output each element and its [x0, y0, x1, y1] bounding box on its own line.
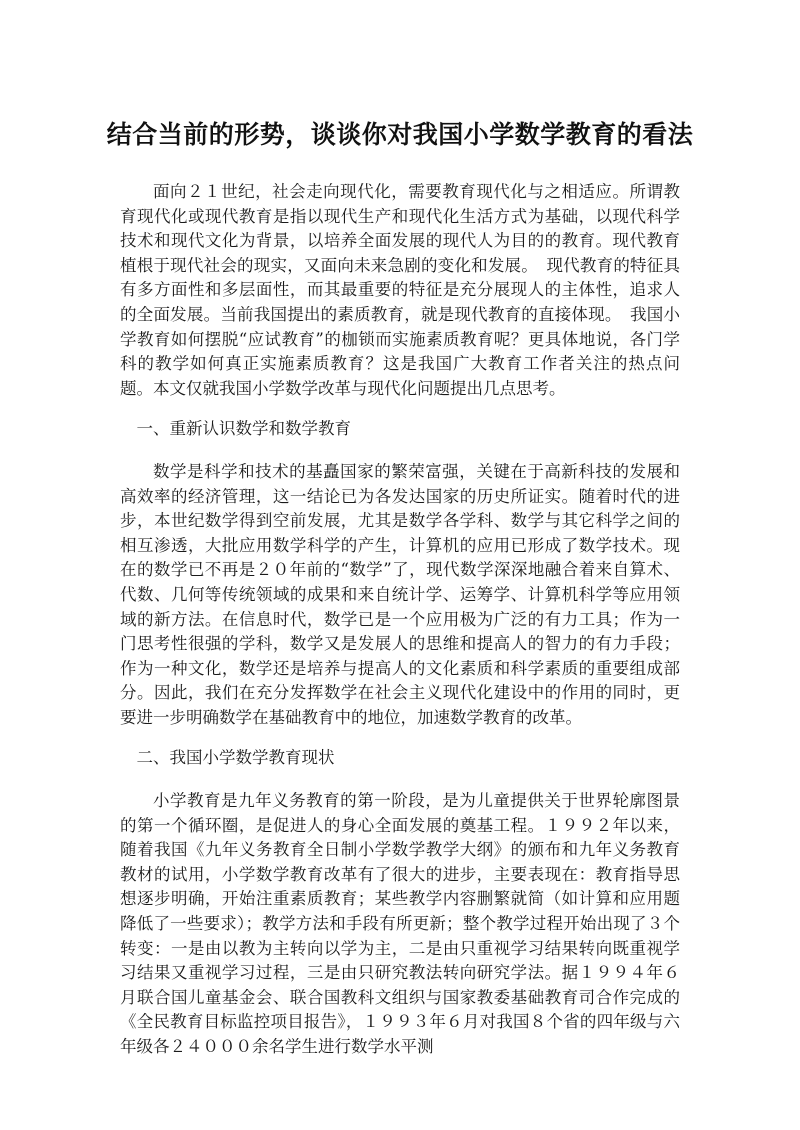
section-1-paragraph: 数学是科学和技术的基矗国家的繁荣富强，关键在于高新科技的发展和高效率的经济管理，这一结论已为各发达国家的历史所证实。随着时代的进步，本世纪数学得到空前发展，尤其是数学各学科、数学与其它科学之间的相互渗透，大批应用数学科学的产生，计算机的应用已形成了数学技术。现在的数学已不再是２０年前的“数学”了，现代数学深深地融合着来自算术、代数、几何等传统领域的成果和来自统计学、运筹学、计算机科学等应用领域的新方法。在信息时代，数学已是一个应用极为广泛的有力工具；作为一门思考性很强的学科，数学又是发展人的思维和提高人的智力的有力手段；作为一种文化，数学还是培养与提高人的文化素质和科学素质的重要组成部分。因此，我们在充分发挥数学在社会主义现代化建设中的作用的同时，更要进一步明确数学在基础教育中的地位，加速数学教育的改革。: [120, 461, 680, 727]
section-2-paragraph: 小学教育是九年义务教育的第一阶段，是为儿童提供关于世界轮廓图景的第一个循环圈，是促进人的身心全面发展的奠基工程。１９９２年以来，随着我国《九年义务教育全日制小学数学教学大纲》的颁布和九年义务教育教材的试用，小学数学教育改革有了很大的进步，主要表现在：教育指导思想逐步明确，开始注重素质教育；某些教学内容删繁就简（如计算和应用题降低了一些要求）；教学方法和手段有所更新；整个教学过程开始出现了３个转变：一是由以教为主转向以学为主，二是由只重视学习结果转向既重视学习结果又重视学习过程，三是由只研究教法转向研究学法。据１９９４年６月联合国儿童基金会、联合国教科文组织与国家教委基础教育司合作完成的《全民教育目标监控项目报告》，１９９３年６月对我国８个省的四年级与六年级各２４０００余名学生进行数学水平测: [120, 791, 680, 1056]
intro-paragraph: 面向２１世纪，社会走向现代化，需要教育现代化与之相适应。所谓教育现代化或现代教育是指以现代生产和现代化生活方式为基础，以现代科学技术和现代文化为背景，以培养全面发展的现代人为目的的教育。现代教育植根于现代社会的现实，又面向未来急剧的变化和发展。 现代教育的特征具有多方面性和多层面性，而其最重要的特征是充分展现人的主体性，追求人的全面发展。当前我国提出的素质教育，就是现代教育的直接体现。 我国小学教育如何摆脱“应试教育”的枷锁而实施素质教育呢？更具体地说，各门学科的教学如何真正实施素质教育？这是我国广大教育工作者关注的热点问题。本文仅就我国小学数学改革与现代化问题提出几点思考。: [120, 182, 680, 398]
page-title: 结合当前的形势，谈谈你对我国小学数学教育的看法: [106, 119, 694, 149]
section-heading-2: 二、我国小学数学教育现状: [136, 748, 335, 768]
document-body: [120, 180, 680, 1076]
section-heading-1: 一、重新认识数学和数学教育: [136, 419, 351, 439]
